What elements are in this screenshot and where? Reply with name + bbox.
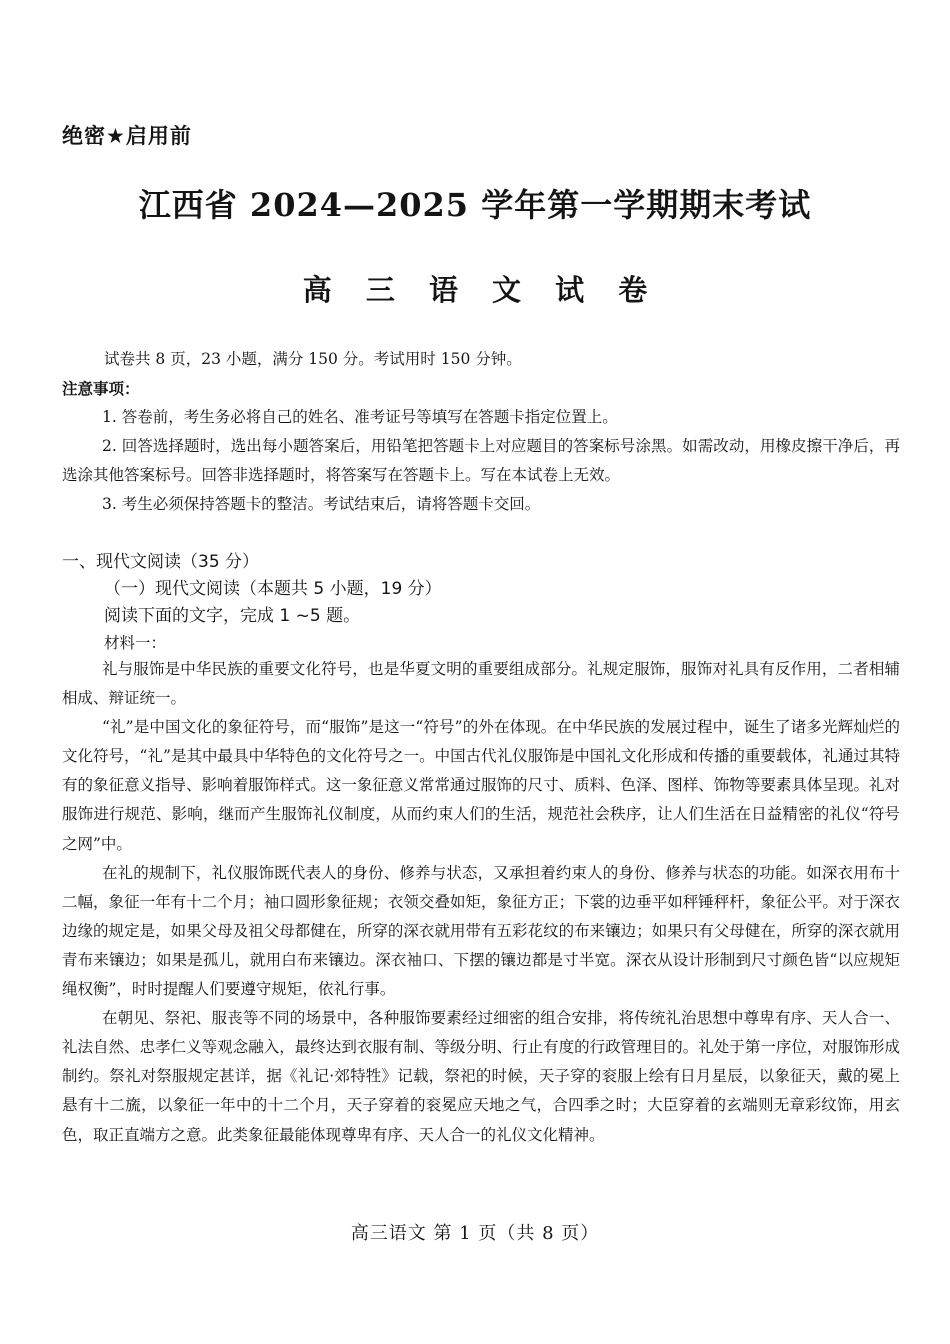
section-sub-heading: （一）现代文阅读（本题共 5 小题，19 分） [104, 579, 442, 599]
paragraph: “礼”是中国文化的象征符号，而“服饰”是这一“符号”的外在体现。在中华民族的发展过程中，诞生了诸多光辉灿烂的文化符号，“礼”是其中最具中华特色的文化符号之一。中国古代礼仪服饰是中国礼文化形成和传播的重要载体，礼通过其特有的象征意义指导、影响着服饰样式。这一象征意义常常通过服饰的尺寸、质料、色泽、图样、饰物等要素具体呈现。礼对服饰进行规范、影响，继而产生服饰礼仪制度，从而约束人们的生活，规范社会秩序，让人们生活在日益精密的礼仪“符号之网”中。 [62, 718, 900, 853]
exam-info: 试卷共 8 页，23 小题，满分 150 分。考试用时 150 分钟。 [104, 350, 522, 368]
page-footer: 高三语文 第 1 页（共 8 页） [350, 1223, 600, 1244]
notice-item-1: 1. 答卷前，考生务必将自己的姓名、准考证号等填写在答题卡指定位置上。 [102, 408, 618, 426]
material-body [62, 655, 900, 1150]
paragraph: 礼与服饰是中华民族的重要文化符号，也是华夏文明的重要组成部分。礼规定服饰，服饰对礼具有反作用，二者相辅相成、辩证统一。 [62, 660, 900, 708]
paragraph: 在礼的规制下，礼仪服饰既代表人的身份、修养与状态，又承担着约束人的身份、修养与状态的功能。如深衣用布十二幅，象征一年有十二个月；袖口圆形象征规；衣领交叠如矩，象征方正；下裳的边垂平如秤锤秤杆，象征公平。对于深衣边缘的规定是，如果父母及祖父母都健在，所穿的深衣就用带有五彩花纹的布来镶边；如果只有父母健在，所穿的深衣就用青布来镶边；如果是孤儿，就用白布来镶边。深衣袖口、下摆的镶边都是寸半宽。深衣从设计形制到尺寸颜色皆“以应规矩绳权衡”，时时提醒人们要遵守规矩，依礼行事。 [62, 863, 900, 999]
paragraph: 在朝见、祭祀、服丧等不同的场景中，各种服饰要素经过细密的组合安排，将传统礼治思想中尊卑有序、天人合一、礼法自然、忠孝仁义等观念融入，最终达到衣服有制、等级分明、行止有度的行政管理目的。礼处于第一序位，对服饰形成制约。祭礼对祭服规定甚详，据《礼记·郊特牲》记载，祭祀的时候，天子穿的衮服上绘有日月星辰，以象征天，戴的冕上悬有十二旒，以象征一年中的十二个月，天子穿着的衮冕应天地之气，合四季之时；大臣穿着的玄端则无章彩纹饰，用玄色，取正直端方之意。此类象征最能体现尊卑有序、天人合一的礼仪文化精神。 [62, 1009, 900, 1144]
secret-mark: 绝密★启用前 [62, 124, 192, 148]
notice-item-2: 2. 回答选择题时，选出每小题答案后，用铅笔把答题卡上对应题目的答案标号涂黑。如需改动，用橡皮擦干净后，再选涂其他答案标号。回答非选择题时，将答案写在答题卡上。写在本试卷上无效。 [62, 437, 900, 484]
paper-title: 高 三 语 文 试 卷 [302, 273, 660, 307]
reading-instruction: 阅读下面的文字，完成 1 ~5 题。 [104, 606, 361, 626]
section-heading: 一、现代文阅读（35 分） [62, 552, 260, 572]
notice-heading: 注意事项： [62, 380, 140, 398]
exam-title: 江西省 2024—2025 学年第一学期期末考试 [138, 186, 812, 224]
material-label: 材料一： [104, 634, 167, 652]
notice-item-3: 3. 考生必须保持答题卡的整洁。考试结束后，请将答题卡交回。 [102, 495, 541, 513]
notice-list [62, 403, 900, 519]
